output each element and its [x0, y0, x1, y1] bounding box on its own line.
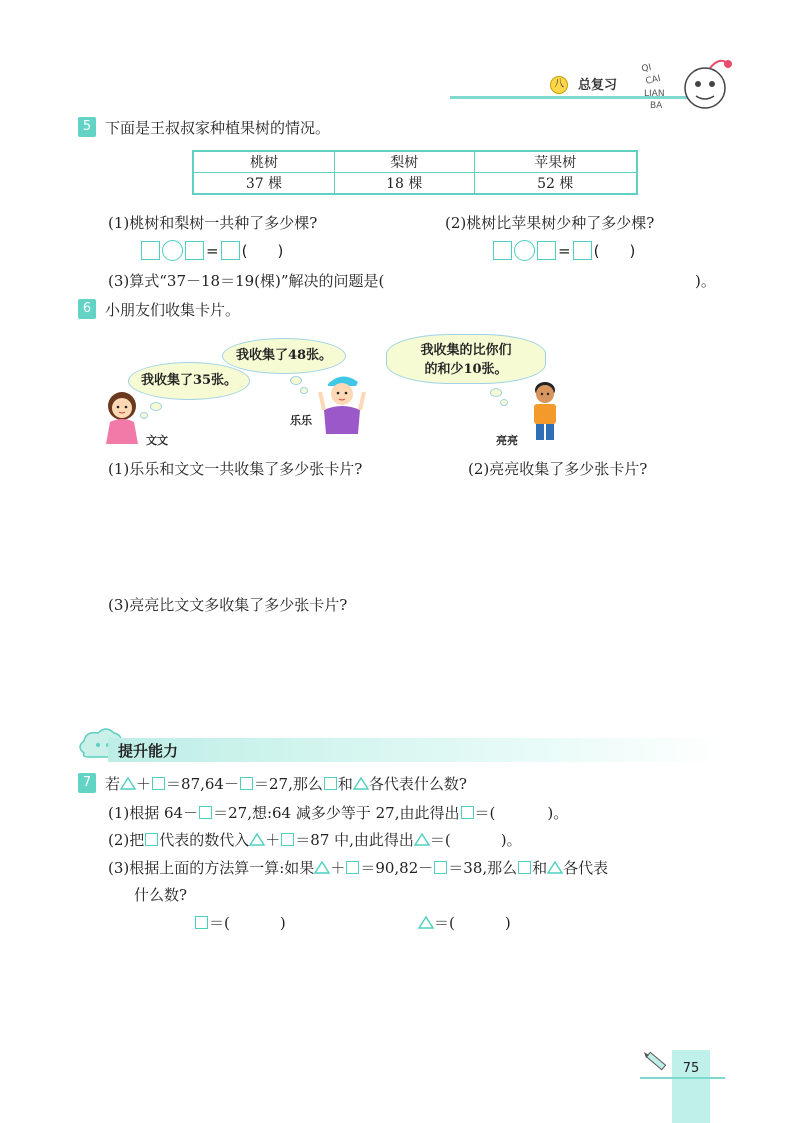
square-icon — [346, 861, 359, 874]
qicailianba-logo-icon — [640, 50, 740, 120]
q7-text: 各代表什么数? — [368, 775, 467, 793]
triangle-icon — [547, 859, 563, 877]
q7-text: 若 — [105, 775, 121, 793]
answer-box[interactable] — [221, 241, 240, 260]
chapter-title: 总复习 — [578, 78, 618, 93]
q7-text: ＝( — [434, 914, 455, 932]
table-header-cell: 桃树 — [193, 151, 334, 173]
q7-text: ＝( — [474, 804, 496, 822]
liangliang-boy-illustration — [528, 380, 562, 444]
q5-sub3-end: )。 — [695, 272, 716, 290]
bubble-tail-dot — [290, 376, 302, 385]
q7-text: ＋ — [136, 775, 152, 793]
answer-box[interactable] — [573, 241, 592, 260]
q7-text: (1)根据 64－ — [108, 804, 199, 822]
q7-sub1 — [108, 802, 568, 823]
bubble-tail-dot — [300, 387, 308, 394]
q7-sub2 — [108, 829, 522, 850]
square-icon — [152, 777, 165, 790]
equals-sign: = — [558, 241, 571, 260]
q5-sub2-equation — [492, 240, 636, 261]
q5-sub2: (2)桃树比苹果树少种了多少棵? — [445, 214, 655, 232]
square-icon — [199, 806, 212, 819]
q7-text: 代表的数代入 — [159, 831, 250, 849]
q7-text: ＝87 中,由此得出 — [295, 831, 414, 849]
fruit-tree-table — [192, 150, 638, 195]
svg-text:QI: QI — [640, 62, 653, 75]
q5-sub1-equation — [140, 240, 284, 261]
q7-text: ＝90,82－ — [360, 859, 434, 877]
liangliang-name: 亮亮 — [496, 434, 518, 447]
q7-text: ＝87,64－ — [166, 775, 239, 793]
table-cell: 37 棵 — [193, 173, 334, 195]
q7-text: ＋ — [265, 831, 281, 849]
bubble-line: 我收集的比你们 — [420, 343, 512, 358]
q7-text: 和 — [337, 775, 353, 793]
liangliang-speech-bubble — [386, 334, 546, 384]
pencil-icon — [642, 1050, 668, 1076]
q6-sub2: (2)亮亮收集了多少张卡片? — [468, 460, 648, 478]
section-header-bar — [108, 738, 723, 762]
lele-name: 乐乐 — [290, 414, 312, 427]
square-icon — [240, 777, 253, 790]
section-title: 提升能力 — [118, 742, 179, 760]
wenwen-girl-illustration — [102, 390, 144, 446]
answer-box[interactable] — [493, 241, 512, 260]
q7-sub3 — [108, 857, 608, 878]
page-number: 75 — [682, 1061, 700, 1076]
q7-stem — [105, 773, 467, 794]
q7-answer-square — [194, 912, 286, 933]
q7-text: ) — [279, 914, 286, 932]
q5-sub3-start: (3)算式“37－18＝19(棵)”解决的问题是( — [108, 272, 385, 290]
q7-text: )。 — [547, 804, 569, 822]
q7-text: ) — [504, 914, 511, 932]
question-number-6: 6 — [78, 299, 96, 319]
wenwen-name: 文文 — [146, 434, 168, 447]
operator-circle[interactable] — [162, 240, 183, 261]
svg-text:LIAN: LIAN — [644, 89, 665, 99]
bubble-tail-dot — [150, 402, 162, 411]
triangle-icon — [418, 914, 434, 932]
operator-circle[interactable] — [514, 240, 535, 261]
q7-text: )。 — [500, 831, 522, 849]
table-header-row — [193, 151, 637, 173]
q7-text: (2)把 — [108, 831, 145, 849]
table-row — [193, 173, 637, 195]
square-icon — [518, 861, 531, 874]
bubble-line: 的和少10张。 — [424, 362, 508, 377]
square-icon — [324, 777, 337, 790]
wenwen-speech-bubble: 我收集了35张。 — [128, 362, 250, 400]
equals-sign: = — [206, 241, 219, 260]
unit-paren-close: ) — [277, 241, 284, 260]
answer-box[interactable] — [141, 241, 160, 260]
q7-text: 和 — [532, 859, 548, 877]
unit-paren-close: ) — [629, 241, 636, 260]
table-cell: 18 棵 — [334, 173, 474, 195]
question-number-5: 5 — [78, 117, 96, 137]
q7-answer-triangle — [418, 912, 511, 933]
triangle-icon — [249, 831, 265, 849]
square-icon — [195, 916, 208, 929]
q6-stem: 小朋友们收集卡片。 — [105, 301, 241, 319]
svg-text:CAI: CAI — [644, 73, 662, 87]
square-icon — [461, 806, 474, 819]
q7-sub3-cont: 什么数? — [134, 886, 188, 904]
chapter-badge: 八 — [550, 76, 568, 94]
table-cell: 52 棵 — [474, 173, 637, 195]
unit-paren-open: ( — [241, 241, 248, 260]
table-header-cell: 梨树 — [334, 151, 474, 173]
q7-text: ＝( — [209, 914, 230, 932]
q5-sub1: (1)桃树和梨树一共种了多少棵? — [108, 214, 318, 232]
q7-text: (3)根据上面的方法算一算:如果 — [108, 859, 315, 877]
q7-text: 各代表 — [563, 859, 609, 877]
table-header-cell: 苹果树 — [474, 151, 637, 173]
triangle-icon — [120, 775, 136, 793]
svg-text:BA: BA — [650, 101, 663, 111]
triangle-icon — [353, 775, 369, 793]
q6-sub1: (1)乐乐和文文一共收集了多少张卡片? — [108, 460, 363, 478]
q7-text: ＝( — [429, 831, 451, 849]
question-number-7: 7 — [78, 773, 96, 793]
q7-text: ＝27,那么 — [253, 775, 323, 793]
q6-sub3: (3)亮亮比文文多收集了多少张卡片? — [108, 596, 348, 614]
footer-rule — [640, 1077, 725, 1079]
answer-box[interactable] — [537, 241, 556, 260]
answer-box[interactable] — [185, 241, 204, 260]
bubble-tail-dot — [490, 388, 502, 397]
unit-paren-open: ( — [593, 241, 600, 260]
lele-boy-illustration — [318, 370, 366, 434]
triangle-icon — [414, 831, 430, 849]
triangle-icon — [314, 859, 330, 877]
q7-text: ＝27,想:64 减多少等于 27,由此得出 — [213, 804, 460, 822]
q5-stem: 下面是王叔叔家种植果树的情况。 — [105, 119, 331, 137]
square-icon — [145, 833, 158, 846]
lele-speech-bubble: 我收集了48张。 — [222, 338, 346, 374]
square-icon — [281, 833, 294, 846]
q7-text: ＝38,那么 — [448, 859, 518, 877]
bubble-tail-dot — [500, 399, 508, 406]
square-icon — [434, 861, 447, 874]
q7-text: ＋ — [330, 859, 346, 877]
